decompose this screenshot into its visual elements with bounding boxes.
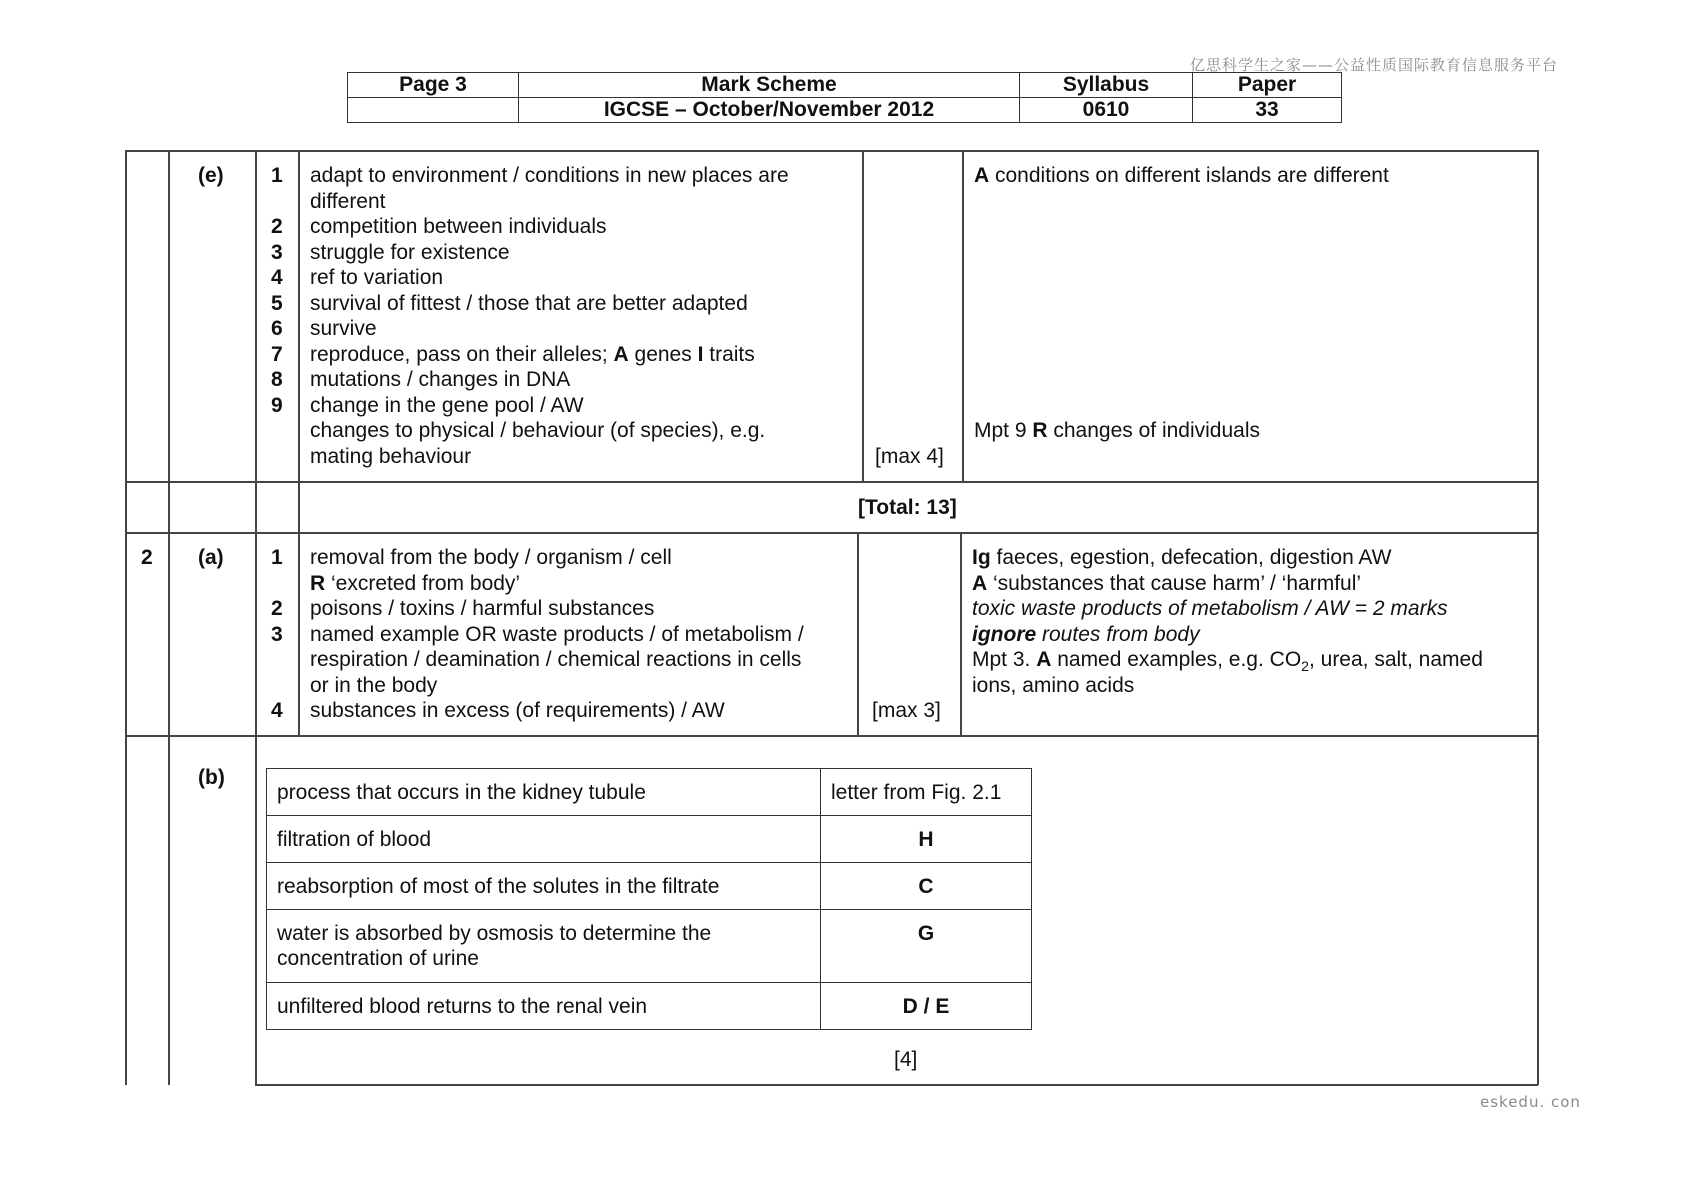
- q1e-line-3: competition between individuals: [310, 215, 607, 238]
- q1e-line-10: change in the gene pool / AW: [310, 394, 584, 417]
- q2b-process: filtration of blood: [267, 816, 821, 863]
- q2a-num-2: 2: [271, 597, 283, 620]
- grid-col-right: [1537, 150, 1539, 1085]
- q2b-table: [266, 768, 1032, 1030]
- q1e-num-8: 8: [271, 368, 283, 391]
- grid-row1-bottom: [125, 481, 1538, 483]
- q1e-line-7: survive: [310, 317, 377, 340]
- q1e-num-9: 9: [271, 394, 283, 417]
- q1e-num-1: 1: [271, 164, 283, 187]
- q2a-guidance-2: [972, 571, 1361, 597]
- q1e-guidance-reject: R: [1032, 419, 1048, 442]
- q2a-marks: [max 3]: [872, 699, 941, 722]
- header-paper: 33: [1193, 98, 1342, 123]
- grid-col-1: [168, 150, 170, 1085]
- q2a-guidance-ignore: Ig: [972, 546, 991, 569]
- q1e-num-7: 7: [271, 343, 283, 366]
- q1e-line-4: struggle for existence: [310, 241, 510, 264]
- q2b-marks: [4]: [894, 1048, 918, 1071]
- q1e-num-4: 4: [271, 266, 283, 289]
- q1e-guidance-1-text: conditions on different islands are different: [989, 164, 1389, 187]
- q2a-guidance-accept: A: [972, 572, 988, 595]
- q2a-guidance-5-rest: , urea, salt, named: [1308, 648, 1483, 671]
- q1e-num-6: 6: [271, 317, 283, 340]
- grid-col-4a: [862, 150, 864, 482]
- q2b-letter: D / E: [821, 983, 1032, 1030]
- q2b-letter: H: [821, 816, 1032, 863]
- q2a-guidance-6: ions, amino acids: [972, 674, 1135, 697]
- header-title: Mark Scheme: [519, 73, 1020, 98]
- q1e-guidance-accept: A: [974, 164, 990, 187]
- q1e-line-11: changes to physical / behaviour (of species), e.g.: [310, 419, 766, 442]
- q2b-letter: G: [821, 910, 1032, 983]
- q1e-guidance-1: [974, 163, 1389, 189]
- table-row: [267, 863, 1032, 910]
- q1e-num-2: 2: [271, 215, 283, 238]
- q1e-ignore-marker: I: [697, 343, 704, 366]
- q2a-num-1: 1: [271, 546, 283, 569]
- q1e-accept-marker: A: [613, 343, 629, 366]
- q2a-guidance-1: [972, 545, 1391, 571]
- q1e-line-1: adapt to environment / conditions in new places are: [310, 164, 789, 187]
- q1e-marks: [max 4]: [875, 445, 944, 468]
- q2a-guidance-mpt: Mpt 3.: [972, 648, 1037, 671]
- grid-col-5b: [960, 532, 962, 736]
- q2a-line-2: [310, 571, 520, 597]
- q2a-num-3: 3: [271, 623, 283, 646]
- grid-col-2: [255, 150, 257, 1085]
- q1e-line-9: mutations / changes in DNA: [310, 368, 571, 391]
- q2a-line-3: poisons / toxins / harmful substances: [310, 597, 655, 620]
- q2a-line-5: respiration / deamination / chemical reactions in cells: [310, 648, 802, 671]
- q2b-col2-header: letter from Fig. 2.1: [821, 769, 1032, 816]
- watermark-bottom: eskedu. con: [1480, 1093, 1581, 1111]
- table-row: [267, 816, 1032, 863]
- q2b-process: unfiltered blood returns to the renal vein: [267, 983, 821, 1030]
- q2a-guidance-5-text: named examples, e.g. CO: [1051, 648, 1302, 671]
- header-syllabus-label: Syllabus: [1020, 73, 1193, 98]
- q2-number: 2: [141, 546, 153, 569]
- q1e-line-8-text: reproduce, pass on their alleles;: [310, 343, 614, 366]
- q1e-guidance-2-text: changes of individuals: [1047, 419, 1261, 442]
- grid-row3-bottom: [125, 735, 1538, 737]
- q1e-guidance-2: [974, 418, 1260, 444]
- q2a-line-7: substances in excess (of requirements) / AW: [310, 699, 725, 722]
- q2a-line-2-text: ‘excreted from body’: [325, 572, 521, 595]
- header-syllabus: 0610: [1020, 98, 1193, 123]
- q2a-guidance-3: toxic waste products of metabolism / AW = 2 marks: [972, 597, 1448, 620]
- q2b-part: (b): [198, 766, 225, 789]
- q1e-line-8-mid: genes: [628, 343, 698, 366]
- q2a-guidance-accept-2: A: [1036, 648, 1052, 671]
- grid-col-0: [125, 150, 127, 1085]
- watermark-top: 亿思科学生之家——公益性质国际教育信息服务平台: [1190, 56, 1559, 74]
- grid-col-4b: [857, 532, 859, 736]
- table-row: [267, 910, 1032, 983]
- q2a-reject-marker: R: [310, 572, 326, 595]
- q2a-num-4: 4: [271, 699, 283, 722]
- q1e-line-5: ref to variation: [310, 266, 444, 289]
- grid-row2-bottom: [125, 532, 1538, 534]
- q2b-letter: C: [821, 863, 1032, 910]
- q2b-process: reabsorption of most of the solutes in the filtrate: [267, 863, 821, 910]
- q1e-num-3: 3: [271, 241, 283, 264]
- header-page: Page 3: [348, 73, 519, 98]
- header-paper-label: Paper: [1193, 73, 1342, 98]
- q2a-guidance-2-text: ‘substances that cause harm’ / ‘harmful’: [987, 572, 1362, 595]
- q1e-line-8: [310, 342, 755, 368]
- grid-top: [125, 150, 1538, 152]
- q2a-line-1: removal from the body / organism / cell: [310, 546, 672, 569]
- header-exam: IGCSE – October/November 2012: [519, 98, 1020, 123]
- q1e-line-6: survival of fittest / those that are better adapted: [310, 292, 748, 315]
- q2a-guidance-ignore-word: ignore: [972, 623, 1037, 646]
- grid-col-5a: [962, 150, 964, 482]
- total-marks: [Total: 13]: [858, 496, 957, 519]
- q2b-process: water is absorbed by osmosis to determine the concentration of urine: [267, 910, 821, 983]
- header-empty: [348, 98, 519, 123]
- q2a-line-4: named example OR waste products / of metabolism /: [310, 623, 804, 646]
- q1e-guidance-mpt: Mpt 9: [974, 419, 1033, 442]
- q2a-guidance-subscript: 2: [1301, 658, 1309, 675]
- q2a-guidance-5: [972, 647, 1483, 673]
- q2a-guidance-4: [972, 622, 1200, 648]
- q1e-line-8-end: traits: [703, 343, 755, 366]
- table-row: [267, 769, 1032, 816]
- q2a-guidance-1-text: faeces, egestion, defecation, digestion AW: [990, 546, 1392, 569]
- q1e-num-5: 5: [271, 292, 283, 315]
- q2a-guidance-4-text: routes from body: [1036, 623, 1200, 646]
- grid-bottom: [255, 1084, 1538, 1086]
- q1e-line-12: mating behaviour: [310, 445, 472, 468]
- q1e-line-2: different: [310, 190, 386, 213]
- q1e-part: (e): [198, 164, 224, 187]
- q2a-line-6: or in the body: [310, 674, 438, 697]
- q2b-col1-header: process that occurs in the kidney tubule: [267, 769, 821, 816]
- header-table: [347, 72, 1342, 123]
- table-row: [267, 983, 1032, 1030]
- grid-col-3: [298, 150, 300, 736]
- q2a-part: (a): [198, 546, 224, 569]
